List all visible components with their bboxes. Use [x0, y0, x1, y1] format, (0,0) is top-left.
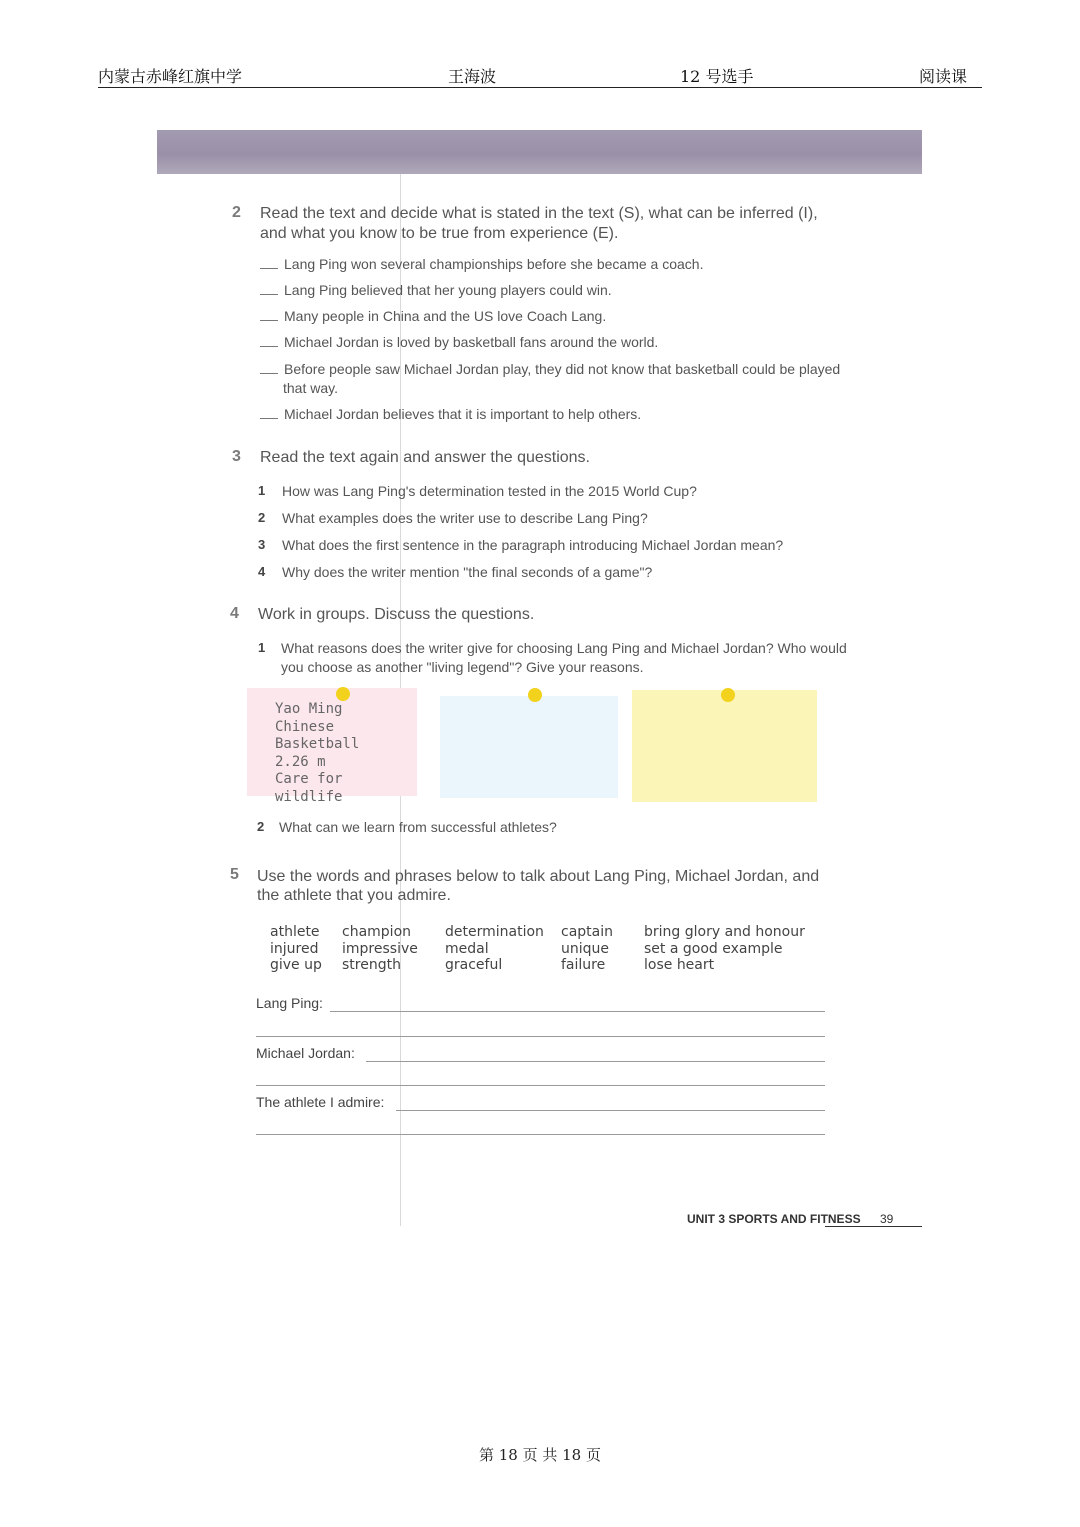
book-footer-rule	[825, 1226, 922, 1227]
word-column: champion impressive strength	[342, 924, 418, 973]
note-line: 2.26 m	[275, 753, 326, 770]
statement-item: Michael Jordan believes that it is important to help others.	[260, 405, 641, 424]
sticky-note-example	[247, 688, 417, 805]
sticky-note-blank-blue[interactable]	[440, 696, 618, 798]
write-line[interactable]	[396, 1110, 825, 1111]
header-divider	[98, 87, 982, 88]
header-course: 阅读课	[919, 67, 968, 86]
answer-blank[interactable]	[260, 268, 278, 269]
book-footer-unit: UNIT 3 SPORTS AND FITNESS	[687, 1212, 861, 1226]
write-line[interactable]	[256, 1134, 825, 1135]
statement-item-continued: that way.	[283, 380, 338, 396]
word-column: determination medal graceful	[445, 924, 544, 973]
question-text: What can we learn from successful athletes?	[279, 819, 557, 835]
note-line: Yao Ming	[275, 701, 343, 717]
answer-blank[interactable]	[260, 320, 278, 321]
question-number: 1	[258, 640, 266, 655]
sticky-note-blank-yellow[interactable]	[632, 690, 817, 802]
header-contestant: 12 号选手	[680, 67, 754, 86]
question-text-continued: you choose as another "living legend"? Give your reasons.	[281, 659, 644, 675]
section-4-number: 4	[230, 605, 239, 622]
pin-icon	[336, 687, 350, 701]
section-5-number: 5	[230, 866, 239, 883]
pin-icon	[528, 688, 542, 702]
note-line: Care for wildlife	[275, 771, 343, 805]
statement-item: Lang Ping believed that her young players could win.	[260, 281, 612, 300]
answer-blank[interactable]	[260, 346, 278, 347]
write-label-michael-jordan: Michael Jordan:	[256, 1045, 355, 1061]
question-number: 2	[257, 819, 265, 834]
header-school: 内蒙古赤峰红旗中学	[98, 67, 243, 86]
write-line[interactable]	[330, 1011, 825, 1012]
section-2-instruction-2: and what you know to be true from experience (E).	[260, 225, 619, 242]
question-text: What does the first sentence in the paragraph introducing Michael Jordan mean?	[282, 537, 784, 553]
section-2-instruction-1: Read the text and decide what is stated in the text (S), what can be inferred (I),	[260, 205, 818, 222]
page-top-band	[157, 130, 922, 174]
page-number-footer: 第 18 页 共 18 页	[478, 1446, 601, 1464]
statement-item: Michael Jordan is loved by basketball fans around the world.	[260, 333, 658, 352]
word-column: bring glory and honour set a good example lose heart	[644, 924, 805, 973]
question-text: How was Lang Ping's determination tested in the 2015 World Cup?	[282, 483, 697, 499]
answer-blank[interactable]	[260, 373, 278, 374]
header-teacher: 王海波	[448, 67, 497, 86]
note-line: Chinese	[275, 718, 335, 735]
answer-blank[interactable]	[260, 294, 278, 295]
pin-icon	[721, 688, 735, 702]
question-text: What examples does the writer use to describe Lang Ping?	[282, 510, 648, 526]
note-line: Basketball	[275, 736, 360, 752]
write-label-athlete: The athlete I admire:	[256, 1094, 385, 1110]
section-5-instruction-2: the athlete that you admire.	[257, 887, 451, 904]
answer-blank[interactable]	[260, 418, 278, 419]
word-column: captain unique failure	[561, 924, 613, 973]
question-number: 4	[258, 564, 266, 579]
section-3-instruction: Read the text again and answer the questions.	[260, 449, 590, 466]
section-2-number: 2	[232, 204, 241, 221]
write-line[interactable]	[366, 1061, 825, 1062]
question-text: Why does the writer mention "the final seconds of a game"?	[282, 564, 653, 580]
question-number: 2	[258, 510, 266, 525]
statement-item: Before people saw Michael Jordan play, they did not know that basketball could be played	[260, 360, 840, 379]
book-footer-page: 39	[880, 1212, 894, 1226]
section-5-instruction-1: Use the words and phrases below to talk about Lang Ping, Michael Jordan, and	[257, 868, 820, 885]
statement-item: Many people in China and the US love Coach Lang.	[260, 307, 606, 326]
write-line[interactable]	[256, 1036, 825, 1037]
word-column: athlete injured give up	[270, 924, 322, 973]
question-number: 1	[258, 483, 266, 498]
question-number: 3	[258, 537, 266, 552]
write-line[interactable]	[256, 1085, 825, 1086]
write-label-lang-ping: Lang Ping:	[256, 995, 323, 1011]
question-text: What reasons does the writer give for choosing Lang Ping and Michael Jordan? Who would	[281, 640, 847, 656]
statement-item: Lang Ping won several championships before she became a coach.	[260, 255, 703, 274]
section-3-number: 3	[232, 448, 241, 465]
section-4-instruction: Work in groups. Discuss the questions.	[258, 606, 535, 623]
